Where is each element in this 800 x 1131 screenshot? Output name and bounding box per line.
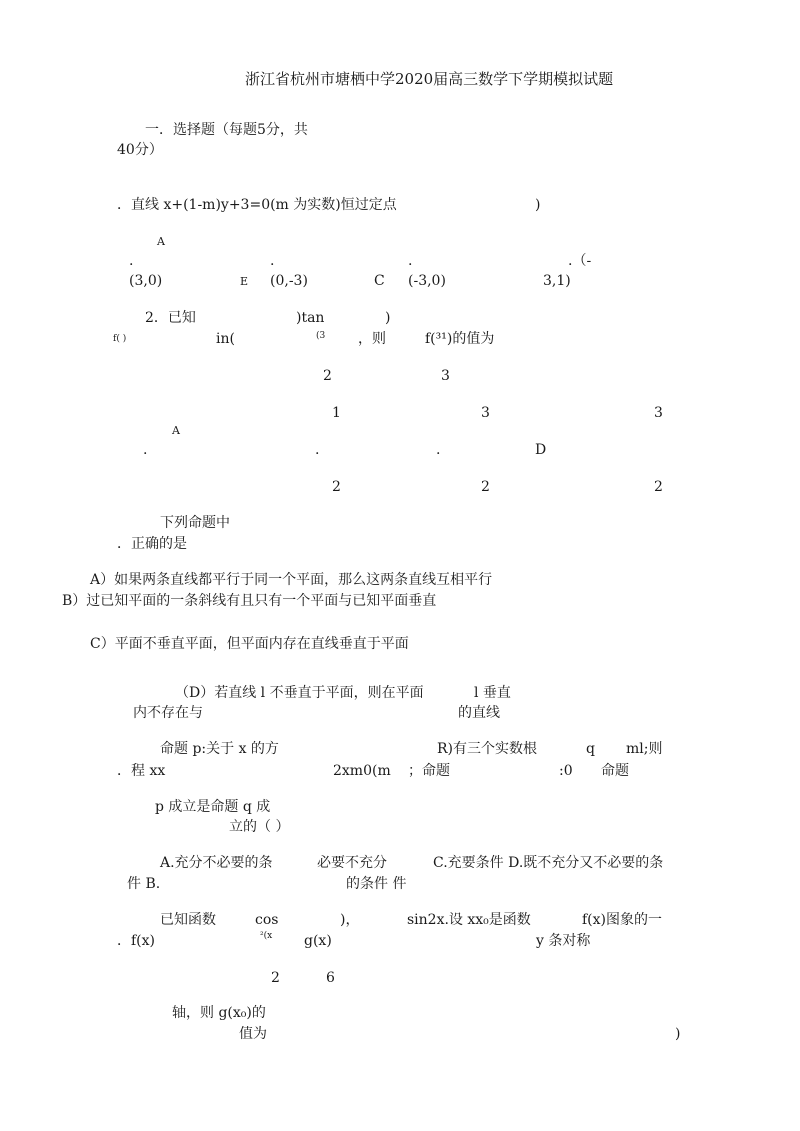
q3-option-a: A）如果两条直线都平行于同一个平面，那么这两条直线互相平行 — [90, 572, 493, 588]
q4-line2: ．程 xx — [117, 763, 166, 779]
q4-option-line2: 件 B. — [127, 876, 161, 892]
q5-line4: 轴，则 g(x₀)的 — [172, 1005, 266, 1021]
q2-close: ) — [385, 310, 391, 326]
q5-close: ) — [675, 1026, 681, 1042]
q5-numeral: 2 — [271, 970, 280, 986]
q2-then: ，则 — [358, 331, 386, 347]
document-title: 浙江省杭州市塘栖中学2020届高三数学下学期模拟试题 — [245, 70, 614, 88]
q2-option-numerator: 3 — [481, 405, 490, 421]
q1-dot: . — [129, 253, 134, 269]
q4-line3: p 成立是命题 q 成 — [155, 799, 271, 815]
q1-option-b: (0,-3) — [270, 273, 308, 289]
q2-sup3: (3 — [316, 331, 326, 341]
q4-line2-d: :0 — [559, 763, 573, 779]
q3-option-b: B）过已知平面的一条斜线有且只有一个平面与已知平面垂直 — [62, 593, 437, 609]
q3-stem: 下列命题中 — [160, 515, 230, 531]
q5-stem-b: )， — [340, 912, 360, 928]
q2-stem: 2．已知 — [145, 310, 196, 326]
q2-option-denominator: 2 — [654, 479, 663, 495]
q2-option-numerator: 1 — [332, 405, 341, 421]
q5-line2: ．f(x) — [117, 933, 156, 949]
q5-line2-c: g(x) — [304, 933, 332, 949]
q4-stem: 命题 p:关于 x 的方 — [160, 741, 279, 757]
q1-close-paren: ) — [535, 197, 541, 213]
q1-dot: . — [408, 253, 413, 269]
q5-line5: 值为 — [239, 1026, 267, 1042]
q1-dot: . — [270, 253, 275, 269]
q3-option-d-line2-end: 的直线 — [458, 705, 500, 721]
q1-option-d: 3,1) — [543, 273, 571, 289]
q2-dot: . — [436, 442, 441, 458]
q4-line2-c: ；命题 — [408, 763, 450, 779]
q3-option-d-cont: l 垂直 — [474, 685, 511, 701]
q5-stem: 已知函数 — [160, 912, 216, 928]
q5-numeral: 6 — [326, 970, 335, 986]
q5-stem-d: f(x)图象的一 — [582, 912, 663, 928]
q2-option-a-letter: A — [172, 424, 180, 437]
q5-line2-d: y 条对称 — [536, 933, 591, 949]
q4-line4: 立的（ ） — [229, 819, 290, 835]
q3-option-c: C）平面不垂直平面，但平面内存在直线垂直于平面 — [90, 636, 409, 652]
q5-cos: cos — [255, 912, 279, 928]
q2-option-denominator: 2 — [332, 479, 341, 495]
q4-option-line2-b: 的条件 件 — [346, 876, 407, 892]
q2-dot: . — [143, 442, 148, 458]
q1-option-b-letter: E — [240, 275, 249, 288]
q2-numeral: 3 — [441, 368, 450, 384]
q4-option-b: 必要不充分 — [317, 855, 387, 871]
section-heading-cont: 40分） — [117, 142, 163, 158]
q2-numeral: 2 — [323, 368, 332, 384]
q2-f: f( ) — [113, 334, 127, 344]
q4-stem-d: ml;则 — [626, 741, 663, 757]
q4-stem-b: R)有三个实数根 — [437, 741, 538, 757]
q1-option-a-letter: A — [157, 235, 165, 248]
q3-option-d: （D）若直线 l 不垂直于平面，则在平面 — [175, 685, 424, 701]
q1-stem: ．直线 x+(1-m)y+3=0(m 为实数)恒过定点 — [117, 197, 397, 213]
q1-option-c: (-3,0) — [408, 273, 446, 289]
q4-option-cd: C.充要条件 D.既不充分又不必要的条 — [433, 855, 664, 871]
q2-option-d-letter: D — [535, 442, 547, 458]
q2-value: f(³¹)的值为 — [425, 331, 495, 347]
q5-line2-b: ²(x — [260, 931, 273, 941]
q5-stem-c: sin2x.设 xx₀是函数 — [407, 912, 531, 928]
q1-option-c-letter: C — [374, 273, 385, 289]
q4-line2-e: 命题 — [601, 763, 629, 779]
q1-neg-open: .（- — [568, 253, 592, 269]
q1-option-a: (3,0) — [129, 273, 163, 289]
q4-line2-b: 2xm0(m — [333, 763, 391, 779]
q4-stem-q: q — [586, 741, 595, 757]
q3-option-d-line2: 内不存在与 — [133, 705, 203, 721]
q3-stem-cont: ．正确的是 — [117, 536, 187, 552]
q2-sin: in( — [216, 331, 235, 347]
section-heading: 一．选择题（每题5分，共 — [145, 122, 308, 138]
q4-option-a: A.充分不必要的条 — [160, 855, 273, 871]
q2-option-numerator: 3 — [654, 405, 663, 421]
q2-tan: )tan — [296, 310, 325, 326]
q2-dot: . — [315, 442, 320, 458]
q2-option-denominator: 2 — [481, 479, 490, 495]
